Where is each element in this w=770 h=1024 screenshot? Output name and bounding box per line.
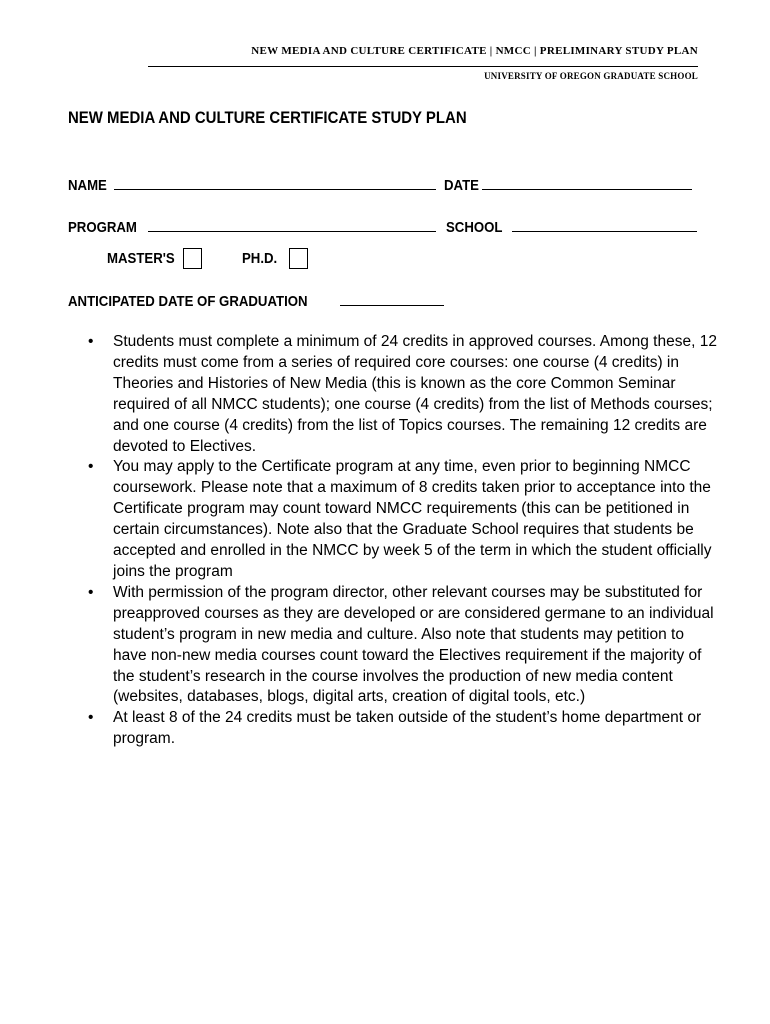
list-item [88, 457, 718, 582]
masters-checkbox[interactable] [183, 248, 202, 269]
phd-label: PH.D. [242, 249, 278, 267]
list-item [88, 332, 718, 457]
masters-label: MASTER'S [107, 249, 175, 267]
school-label: SCHOOL [446, 219, 503, 236]
requirements-list [88, 332, 718, 750]
school-field[interactable] [512, 230, 697, 232]
program-school-row [68, 214, 697, 236]
list-item-text: Students must complete a minimum of 24 credits in approved courses. Among these, 12 credits must come from a series of required core courses: one course (4 credits) in Theories and Histories of New Media (this is known as the core Common Seminar required of all NMCC students); one course (4 credits) from the list of Methods courses; and one course (4 credits) from the list of Topics courses. The remaining 12 credits are devoted to Electives. [113, 333, 717, 455]
name-label: NAME [68, 177, 107, 194]
phd-checkbox[interactable] [289, 248, 308, 269]
header-title: NEW MEDIA AND CULTURE CERTIFICATE | NMCC | PRELIMINARY STUDY PLAN [251, 45, 698, 57]
name-field[interactable] [114, 188, 436, 190]
bullet-icon: • [88, 458, 94, 476]
list-item-text: At least 8 of the 24 credits must be taken outside of the student’s home department or program. [113, 709, 702, 748]
list-item-text: With permission of the program director, other relevant courses may be substituted for preapproved courses as they are developed or are considered germane to an individual student’s program in new media and culture. Also note that students may petition to have non-new media courses count toward the Electives requirement if the majority of the student’s research in the course involves the production of new media content (websites, databases, blogs, digital arts, creation of digital tools, etc.) [113, 583, 714, 706]
graduation-row [68, 288, 444, 310]
date-field[interactable] [482, 188, 692, 190]
header-divider [148, 66, 698, 67]
bullet-icon: • [88, 709, 94, 727]
bullet-icon: • [88, 583, 94, 601]
graduation-label: ANTICIPATED DATE OF GRADUATION [68, 293, 308, 310]
list-item [88, 583, 718, 708]
program-field[interactable] [148, 230, 436, 232]
bullet-icon: • [88, 333, 94, 350]
degree-row [107, 247, 308, 269]
date-label: DATE [444, 177, 479, 194]
list-item-text: You may apply to the Certificate program at any time, even prior to beginning NMCC coursework. Please note that a maximum of 8 credits taken prior to acceptance into the Certificate program may count toward NMCC requirements (this can be petitioned in certain circumstances). Note also that the Graduate School requires that students be accepted and enrolled in the NMCC by week 5 of the term in which the student officially joins the program [113, 458, 712, 580]
header-subtitle: UNIVERSITY OF OREGON GRADUATE SCHOOL [484, 71, 698, 81]
program-label: PROGRAM [68, 219, 137, 236]
graduation-date-field[interactable] [340, 304, 444, 306]
page-title: NEW MEDIA AND CULTURE CERTIFICATE STUDY PLAN [68, 108, 467, 127]
list-item [88, 708, 718, 750]
name-date-row [68, 172, 692, 194]
